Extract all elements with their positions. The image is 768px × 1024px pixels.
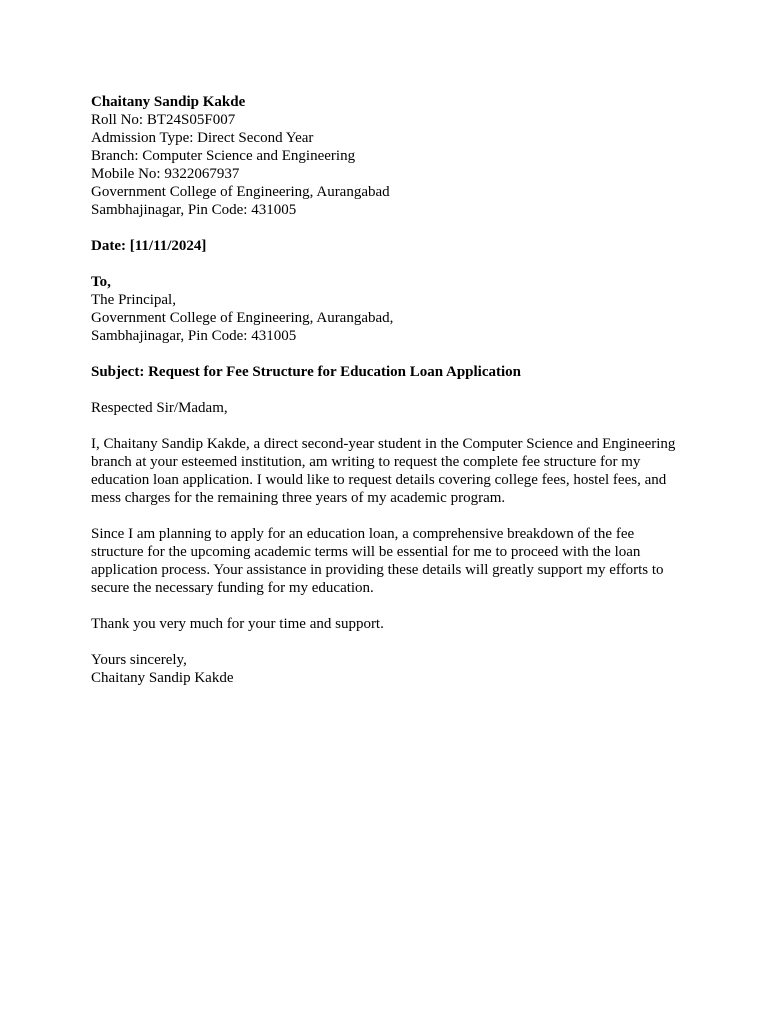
sender-block [91,93,691,219]
paragraph-line: mess charges for the remaining three years of my academic program. [91,490,506,506]
spacer [91,255,691,273]
body-paragraph-2 [91,525,691,597]
recipient-block [91,273,691,345]
letter-page [91,93,691,687]
paragraph-line: I, Chaitany Sandip Kakde, a direct second-year student in the Computer Science and Engineering [91,436,676,452]
recipient-to: To, [91,274,111,290]
spacer [91,381,691,399]
spacer [91,417,691,435]
sign-off: Yours sincerely, [91,652,187,668]
paragraph-line: education loan application. I would like to request details covering college fees, hostel fees, and [91,472,667,488]
thank-you-line: Thank you very much for your time and support. [91,616,384,632]
spacer [91,633,691,651]
recipient-college: Government College of Engineering, Aurangabad, [91,310,394,326]
paragraph-line: secure the necessary funding for my education. [91,580,374,596]
paragraph-line: branch at your esteemed institution, am writing to request the complete fee structure for my [91,454,641,470]
sender-college: Government College of Engineering, Aurangabad [91,184,390,200]
body-paragraph-1 [91,435,691,507]
paragraph-line: application process. Your assistance in providing these details will greatly support my efforts to [91,562,664,578]
sender-name: Chaitany Sandip Kakde [91,94,246,110]
recipient-city: Sambhajinagar, Pin Code: 431005 [91,328,297,344]
salutation: Respected Sir/Madam, [91,400,228,416]
sender-roll-number: Roll No: BT24S05F007 [91,112,236,128]
recipient-title: The Principal, [91,292,176,308]
spacer [91,345,691,363]
sender-admission-type: Admission Type: Direct Second Year [91,130,314,146]
paragraph-line: Since I am planning to apply for an education loan, a comprehensive breakdown of the fee [91,526,635,542]
letter-subject: Subject: Request for Fee Structure for Education Loan Application [91,364,521,380]
spacer [91,597,691,615]
spacer [91,219,691,237]
sender-mobile: Mobile No: 9322067937 [91,166,240,182]
closing-block [91,651,691,687]
spacer [91,507,691,525]
sender-city: Sambhajinagar, Pin Code: 431005 [91,202,297,218]
sender-branch: Branch: Computer Science and Engineering [91,148,356,164]
paragraph-line: structure for the upcoming academic terms will be essential for me to proceed with the loan [91,544,641,560]
signature-name: Chaitany Sandip Kakde [91,670,234,686]
letter-date: Date: [11/11/2024] [91,238,207,254]
